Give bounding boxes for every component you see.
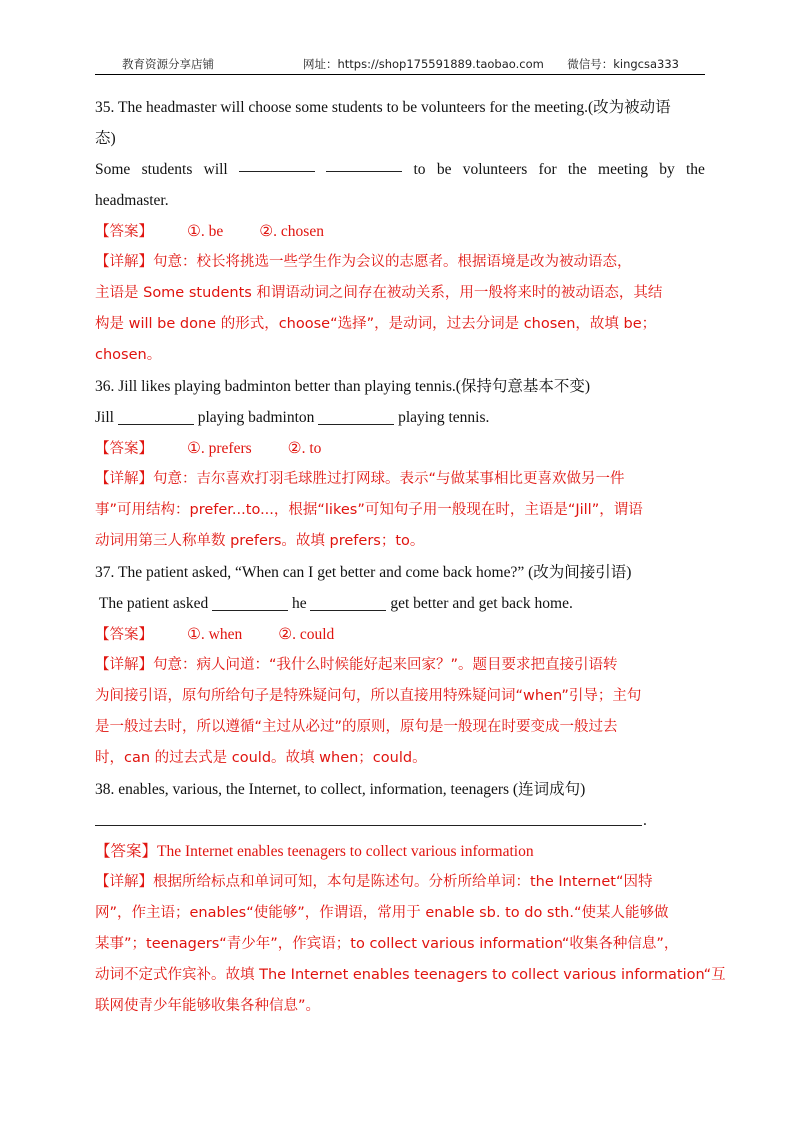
word: playing badminton — [197, 409, 315, 426]
wechat-id: 微信号：kingcsa333 — [567, 57, 679, 71]
q38-detail-line: 【详解】根据所给标点和单词可知，本句是陈述句。分析所给单词：the Internet“因特 — [95, 874, 653, 890]
answer-blank-2[interactable] — [326, 154, 402, 172]
word: The patient asked — [98, 595, 209, 612]
shop-name: 教育资源分享店铺 — [122, 57, 214, 71]
q38-detail-line: 网”，作主语；enables“使能够”，作谓语，常用于 enable sb. to do sth.“使某人能够做 — [95, 905, 669, 921]
answer-item-2: ②. to — [287, 440, 322, 457]
q36-question-line1: 36. Jill likes playing badminton better than playing tennis.(保持句意基本不变) — [95, 378, 591, 395]
word: he — [291, 595, 307, 612]
q35-question-line2: 态) — [95, 130, 116, 147]
answer-blank-2[interactable] — [310, 593, 386, 611]
q36-detail-line: 动词用第三人称单数 prefers。故填 prefers；to。 — [95, 533, 425, 549]
word: meeting — [598, 161, 648, 178]
answer-item-2: ②. chosen — [259, 223, 324, 240]
answer-label: 【答案】 — [95, 224, 153, 240]
q37-answer — [95, 619, 705, 650]
q36-detail-line: 事”可用结构：prefer...to...，根据“likes”可知句子用一般现在时，主语是“Jill”，谓语 — [95, 502, 643, 518]
q38-answer-line — [95, 805, 705, 836]
answer-blank-1[interactable] — [118, 407, 194, 425]
q36-rewrite-line — [95, 402, 705, 433]
q38-detail-line: 动词不定式作宾补。故填 The Internet enables teenagers to collect various information“互 — [95, 967, 726, 983]
word: volunteers — [462, 161, 528, 178]
answer-label: 【答案】 — [95, 441, 153, 457]
answer-item-2: ②. could — [278, 626, 335, 643]
word: will — [203, 161, 228, 178]
answer-blank-1[interactable] — [212, 593, 288, 611]
q38-question-line1: 38. enables, various, the Internet, to collect, information, teenagers (连词成句) — [95, 781, 586, 798]
q38-detail-line: 联网使青少年能够收集各种信息”。 — [95, 998, 321, 1014]
shop-url: 网址：https://shop175591889.taobao.com — [303, 57, 544, 71]
word: Some — [95, 161, 131, 178]
answer-blank-1[interactable] — [239, 154, 315, 172]
q37-detail-line: 时，can 的过去式是 could。故填 when；could。 — [95, 750, 427, 766]
document-body — [95, 92, 726, 1022]
word: the — [567, 161, 587, 178]
answer-item-1: ①. prefers — [187, 440, 252, 457]
word: get better and get back home. — [390, 595, 573, 612]
q35-rewrite-line — [95, 154, 705, 185]
answer-blank-full[interactable] — [95, 825, 642, 826]
word: be — [436, 161, 452, 178]
answer-item-1: ①. be — [187, 223, 224, 240]
q35-answer — [95, 216, 705, 247]
word: the — [685, 161, 705, 178]
answer-blank-2[interactable] — [318, 407, 394, 425]
q36-detail-line: 【详解】句意：吉尔喜欢打羽毛球胜过打网球。表示“与做某事相比更喜欢做另一件 — [95, 471, 625, 487]
q37-rewrite-line — [95, 588, 705, 619]
answer-item-1: ①. when — [187, 626, 243, 643]
word: playing tennis. — [398, 409, 490, 426]
q36-answer — [95, 433, 705, 464]
word: students — [141, 161, 193, 178]
word: for — [538, 161, 557, 178]
period-mark: . — [643, 812, 647, 829]
q35-detail-line: 【详解】句意：校长将挑选一些学生作为会议的志愿者。根据语境是改为被动语态， — [95, 254, 632, 270]
q35-detail-line: 主语是 Some students 和谓语动词之间存在被动关系，用一般将来时的被动语态，其结 — [95, 285, 663, 301]
q35-question-line1: 35. The headmaster will choose some students to be volunteers for the meeting.(改为被动语 — [95, 99, 671, 116]
q38-detail-line: 某事”；teenagers“青少年”，作宾语；to collect various information“收集各种信息”， — [95, 936, 679, 952]
q37-detail-line: 是一般过去时，所以遵循“主过从必过”的原则，原句是一般现在时要变成一般过去 — [95, 719, 618, 735]
q37-question-line1: 37. The patient asked, “When can I get better and come back home?” (改为间接引语) — [95, 564, 632, 581]
q35-detail-line: 构是 will be done 的形式，choose“选择”，是动词，过去分词是 chosen，故填 be； — [95, 316, 657, 332]
q35-rewrite-line-end: headmaster. — [95, 192, 169, 209]
q38-answer: 【答案】The Internet enables teenagers to collect various information — [95, 843, 534, 860]
q37-detail-line: 为间接引语，原句所给句子是特殊疑问句，所以直接用特殊疑问词“when”引导；主句 — [95, 688, 642, 704]
answer-label: 【答案】 — [95, 627, 153, 643]
word: by — [659, 161, 675, 178]
page-header — [95, 56, 705, 75]
q35-detail-line: chosen。 — [95, 347, 162, 363]
q37-detail-line: 【详解】句意：病人问道：“我什么时候能好起来回家？”。题目要求把直接引语转 — [95, 657, 618, 673]
word: to — [413, 161, 426, 178]
word: Jill — [95, 409, 114, 426]
